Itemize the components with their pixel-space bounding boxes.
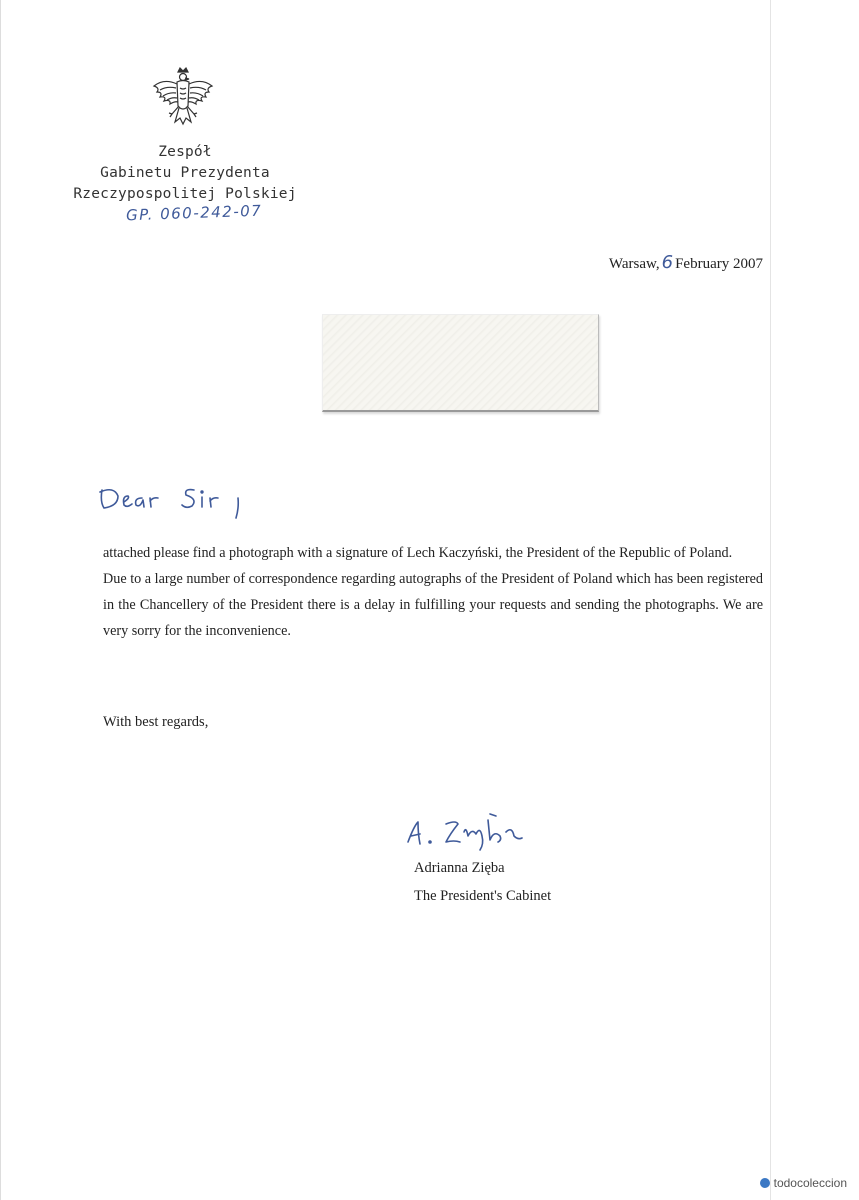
date-month-year: February 2007 xyxy=(675,256,763,272)
date-place: Warsaw, xyxy=(608,256,660,272)
letter-body xyxy=(103,540,763,644)
embossed-sticker xyxy=(322,314,599,412)
date-line xyxy=(609,252,763,273)
page-edge-right xyxy=(770,0,771,1200)
body-paragraph-2: Due to a large number of correspondence regarding autographs of the President of Poland which has been registered in the Chancellery of the President there is a delay in fulfilling your requests and sending the photographs. We are very sorry for the inconvenience. xyxy=(103,571,763,639)
watermark-logo-icon xyxy=(760,1178,770,1188)
watermark xyxy=(760,1176,847,1190)
watermark-text: todocoleccion xyxy=(773,1176,847,1190)
handwritten-salutation xyxy=(96,478,266,528)
letterhead-line1: Zespół xyxy=(158,144,212,160)
letterhead-line2: Gabinetu Prezydenta xyxy=(100,165,270,181)
closing: With best regards, xyxy=(103,714,209,730)
date-day: 6 xyxy=(661,252,674,273)
letterhead xyxy=(60,142,310,205)
page-edge-left xyxy=(0,0,1,1200)
body-paragraph-1: attached please find a photograph with a signature of Lech Kaczyński, the President of the Republic of Poland. xyxy=(103,545,733,561)
polish-eagle-icon xyxy=(150,66,216,132)
signer-office: The President's Cabinet xyxy=(414,888,552,904)
signer-name: Adrianna Zięba xyxy=(414,860,505,876)
handwritten-signature xyxy=(402,806,542,856)
letterhead-line3: Rzeczypospolitej Polskiej xyxy=(73,186,297,202)
reference-number: GP. 060-242-07 xyxy=(125,201,263,225)
